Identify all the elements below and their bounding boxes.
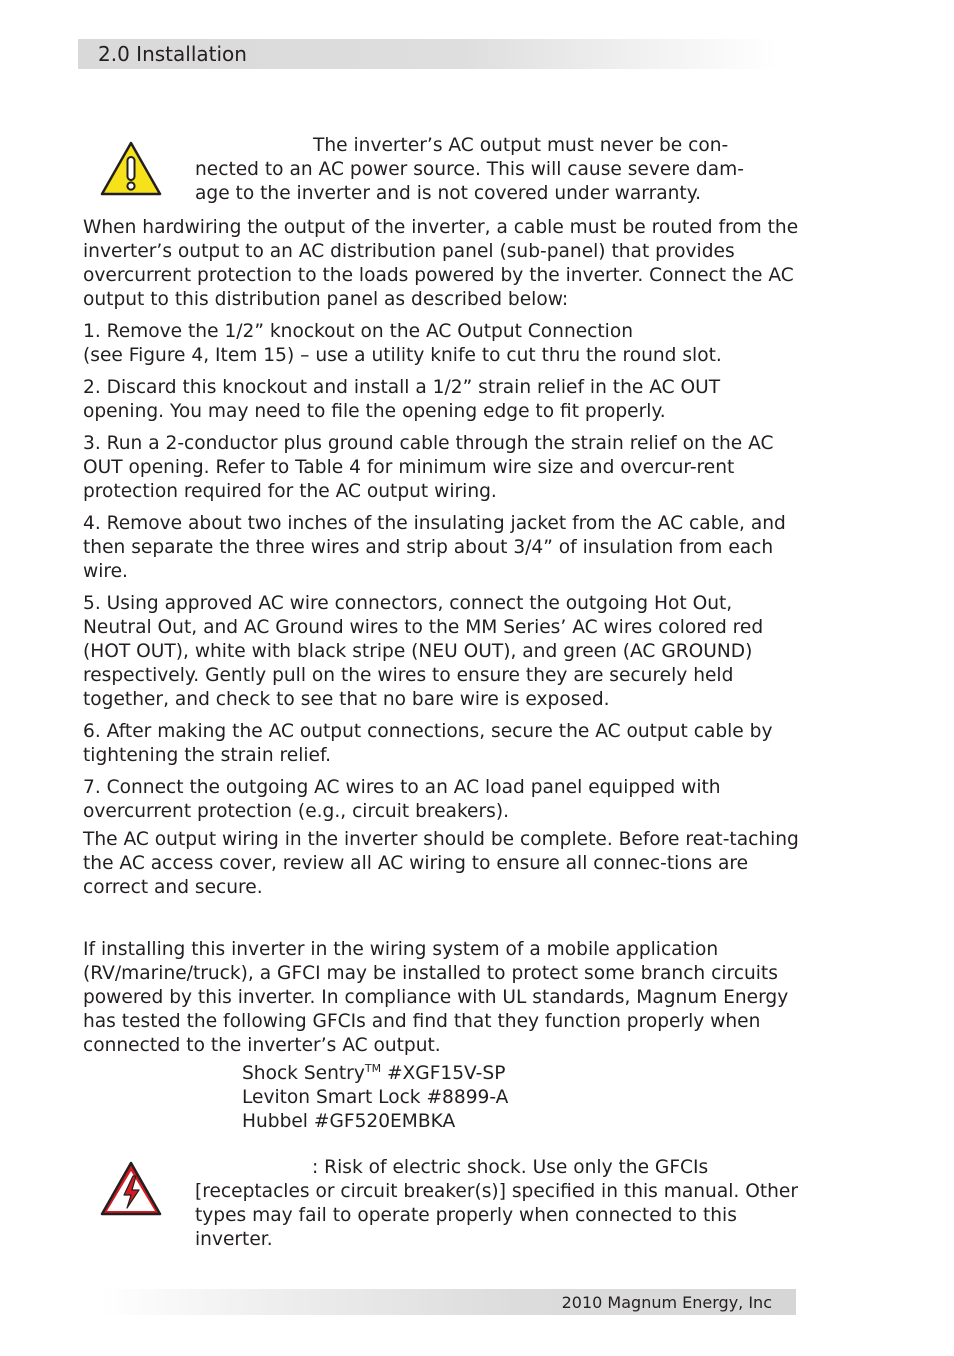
gfci-model-item <box>242 1086 803 1110</box>
caution-text <box>195 134 803 206</box>
gfci-paragraph: If installing this inverter in the wiring system of a mobile application (RV/marine/truck), a GFCI may be installed to protect some branch circuits powered by this inverter. In compliance with UL standards, Magnum Energy has tested the following GFCIs and find that they function properly when connected to the inverter’s AC output. <box>83 939 789 1056</box>
shock-warning-callout <box>83 1156 803 1252</box>
step-2: 2. Discard this knockout and install a 1/2” strain relief in the AC OUT opening. You may need to file the opening edge to fit properly. <box>83 377 721 422</box>
intro-paragraph: When hardwiring the output of the inverter, a cable must be routed from the inverter’s output to an AC distribution panel (sub-panel) that provides overcurrent protection to the loads powered by the inverter. Connect the AC output to this distribution panel as described below: <box>83 217 799 310</box>
footer-bar <box>100 1289 796 1315</box>
step-6: 6. After making the AC output connections, secure the AC output cable by tightening the strain relief. <box>83 721 773 766</box>
step-4: 4. Remove about two inches of the insulating jacket from the AC cable, and then separate the three wires and strip about 3/4” of insulation from each wire. <box>83 513 786 582</box>
shock-warning-line-1: : Risk of electric shock. Use only the GFCIs <box>312 1157 709 1178</box>
gfci-model-name: Shock Sentry <box>242 1063 365 1084</box>
step-1 <box>83 320 803 368</box>
gfci-model-name: Leviton Smart Lock #8899-A <box>242 1087 509 1108</box>
shock-warning-rest: [receptacles or circuit breaker(s)] specified in this manual. Other types may fail to operate properly when connected to this inverter. <box>195 1181 798 1250</box>
caution-line-1: The inverter’s AC output must never be con- <box>313 135 729 156</box>
trademark-mark: TM <box>364 1062 382 1075</box>
gfci-model-number: #XGF15V-SP <box>381 1063 506 1084</box>
section-title: 2.0 Installation <box>98 42 247 66</box>
electric-shock-icon <box>99 1160 163 1218</box>
step-3: 3. Run a 2-conductor plus ground cable through the strain relief on the AC OUT opening. Refer to Table 4 for minimum wire size and overcur-rent protection required for the AC output wiring. <box>83 433 774 502</box>
caution-line-2: nected to an AC power source. This will cause severe dam- <box>195 159 744 180</box>
caution-triangle-icon <box>99 140 163 198</box>
gfci-model-item <box>242 1110 803 1134</box>
gfci-model-name: Hubbel #GF520EMBKA <box>242 1111 456 1132</box>
gfci-model-list <box>83 1062 803 1134</box>
caution-line-3: age to the inverter and is not covered under warranty. <box>195 183 701 204</box>
gfci-model-item <box>242 1062 803 1086</box>
step-1-line-1: 1. Remove the 1/2” knockout on the AC Output Connection <box>83 321 634 342</box>
list-gap <box>83 1134 803 1156</box>
section-gap <box>83 908 803 938</box>
step-5: 5. Using approved AC wire connectors, connect the outgoing Hot Out, Neutral Out, and AC Ground wires to the MM Series’ AC wires colored red (HOT OUT), white with black stripe (NEU OUT), and green (AC GROUND) respectively. Gently pull on the wires to ensure they are securely held together, and check to see that no bare wire is exposed. <box>83 593 764 710</box>
section-header-bar <box>78 39 778 69</box>
shock-warning-text <box>195 1156 803 1252</box>
footer-copyright: 2010 Magnum Energy, Inc <box>561 1293 772 1312</box>
completion-paragraph: The AC output wiring in the inverter should be complete. Before reat-taching the AC access cover, review all AC wiring to ensure all connec-tions are correct and secure. <box>83 829 799 898</box>
caution-callout <box>83 134 803 206</box>
step-7: 7. Connect the outgoing AC wires to an AC load panel equipped with overcurrent protection (e.g., circuit breakers). <box>83 777 721 822</box>
page-content <box>83 134 803 1262</box>
step-1-line-2: (see Figure 4, Item 15) – use a utility knife to cut thru the round slot. <box>83 345 722 366</box>
